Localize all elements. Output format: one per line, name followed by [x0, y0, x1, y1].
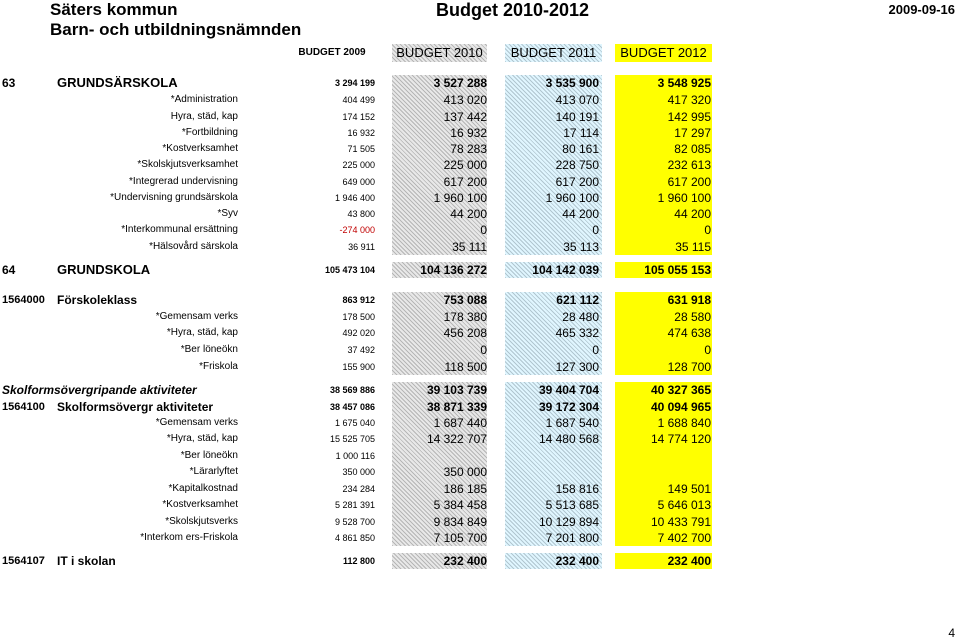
value-2009: 234 284	[342, 484, 375, 494]
value-2012: 105 055 153	[644, 263, 711, 277]
table-row	[0, 497, 959, 513]
org-name: Säters kommun	[50, 0, 178, 19]
line-item-label: *Administration	[170, 94, 238, 105]
value-2009: 404 499	[342, 95, 375, 105]
value-2009: 5 281 391	[334, 500, 375, 510]
value-2009: 225 000	[342, 160, 375, 170]
value-2010: 137 442	[443, 110, 487, 124]
value-2012: 35 115	[675, 240, 711, 254]
value-2010: 225 000	[443, 158, 487, 172]
value-2010: 1 687 440	[433, 416, 487, 430]
value-2011: 3 535 900	[545, 76, 599, 90]
value-2010: 16 932	[450, 126, 487, 140]
value-2011: 1 960 100	[545, 191, 599, 205]
value-2011: 17 114	[563, 126, 599, 140]
value-2012: 0	[704, 343, 711, 357]
col-header-2011: BUDGET 2011	[510, 45, 597, 60]
value-2012: 149 501	[667, 482, 711, 496]
account-code: 1564100	[2, 401, 45, 413]
value-2012: 10 433 791	[650, 515, 711, 529]
value-2009: 16 932	[347, 128, 375, 138]
table-row	[0, 530, 959, 546]
table-row	[0, 157, 959, 173]
page-number: 4	[948, 626, 955, 640]
value-2009: 37 492	[347, 345, 375, 355]
table-row	[0, 359, 959, 375]
table-row	[0, 382, 959, 398]
value-2009: 15 525 705	[329, 434, 375, 444]
col-header-2010: BUDGET 2010	[396, 45, 483, 60]
line-item-label: *Fortbildning	[181, 127, 238, 138]
table-row	[0, 325, 959, 341]
value-2012: 17 297	[674, 126, 711, 140]
value-2010: 118 500	[444, 360, 487, 374]
value-2010: 0	[480, 343, 487, 357]
value-2011: 35 113	[563, 240, 599, 254]
value-2010: 232 400	[443, 554, 487, 568]
value-2011: 232 400	[555, 554, 599, 568]
value-2010: 9 834 849	[433, 515, 487, 529]
report-date: 2009-09-16	[888, 2, 955, 17]
value-2009: -274 000	[339, 225, 375, 235]
value-2011: 10 129 894	[538, 515, 599, 529]
line-item-label: *Interkom ers-Friskola	[140, 532, 238, 543]
value-2011: 127 300	[555, 360, 599, 374]
value-2009: 178 500	[342, 312, 375, 322]
value-2010: 413 020	[443, 93, 487, 107]
value-2010: 456 208	[443, 326, 487, 340]
table-row	[0, 75, 959, 91]
line-item-label: *Undervisning grundsärskola	[110, 192, 238, 203]
line-item-label: *Ber löneökn	[180, 450, 238, 461]
value-2010: 186 185	[443, 482, 487, 496]
value-2012: 417 320	[667, 93, 711, 107]
line-item-label: *Hälsovård särskola	[149, 241, 238, 252]
value-2010: 753 088	[443, 293, 487, 307]
table-row	[0, 206, 959, 222]
value-2009: 1 000 116	[335, 451, 375, 461]
value-2010: 3 527 288	[433, 76, 487, 90]
value-2009: 3 294 199	[334, 78, 375, 88]
value-2010: 5 384 458	[433, 498, 487, 512]
value-2012: 40 094 965	[650, 400, 711, 414]
value-2009: 155 900	[342, 362, 375, 372]
section-name: Förskoleklass	[57, 293, 138, 307]
value-2010: 38 871 339	[426, 400, 487, 414]
value-2011: 14 480 568	[538, 432, 599, 446]
value-2009: 492 020	[342, 328, 375, 338]
table-row	[0, 292, 959, 308]
account-code: 1564107	[2, 555, 45, 567]
value-2011: 465 332	[555, 326, 599, 340]
value-2012: 0	[704, 223, 711, 237]
line-item-label: *Ber löneökn	[180, 344, 238, 355]
value-2012: 1 688 840	[657, 416, 711, 430]
value-2012: 232 400	[667, 554, 711, 568]
value-2010: 178 380	[443, 310, 487, 324]
value-2012: 82 085	[674, 142, 711, 156]
value-2009: 38 457 086	[329, 402, 375, 412]
account-code: 63	[2, 76, 16, 90]
table-row	[0, 553, 959, 569]
committee-name: Barn- och utbildningsnämnden	[50, 20, 302, 39]
line-item-label: *Hyra, städ, kap	[166, 433, 238, 444]
value-2009: 36 911	[348, 242, 375, 252]
col-header-2012: BUDGET 2012	[620, 45, 707, 60]
table-row	[0, 141, 959, 157]
value-2011: 39 404 704	[538, 383, 599, 397]
line-item-label: *Gemensam verks	[155, 311, 238, 322]
section-name: IT i skolan	[57, 554, 116, 568]
value-2009: 1 946 400	[334, 193, 375, 203]
table-row	[0, 342, 959, 358]
value-2012: 142 995	[667, 110, 711, 124]
table-row	[0, 399, 959, 415]
line-item-label: *Lärarlyftet	[189, 466, 238, 477]
table-row	[0, 92, 959, 108]
value-2009: 174 152	[342, 112, 375, 122]
section-name: Skolformsövergripande aktiviteter	[2, 383, 197, 397]
value-2012: 44 200	[674, 207, 711, 221]
value-2012: 14 774 120	[650, 432, 711, 446]
value-2010: 78 283	[450, 142, 487, 156]
line-item-label: *Hyra, städ, kap	[166, 327, 238, 338]
value-2012: 7 402 700	[657, 531, 711, 545]
table-row	[0, 222, 959, 238]
table-row	[0, 109, 959, 125]
value-2012: 3 548 925	[657, 76, 711, 90]
table-row	[0, 481, 959, 497]
value-2011: 80 161	[562, 142, 599, 156]
value-2009: 863 912	[342, 295, 375, 305]
value-2011: 621 112	[556, 293, 599, 307]
value-2011: 0	[592, 343, 599, 357]
value-2012: 617 200	[667, 175, 711, 189]
line-item-label: *Kostverksamhet	[162, 143, 238, 154]
value-2011: 104 142 039	[532, 263, 599, 277]
line-item-label: *Integrerad undervisning	[129, 176, 238, 187]
value-2009: 43 800	[347, 209, 375, 219]
value-2011: 228 750	[555, 158, 599, 172]
section-name: GRUNDSÄRSKOLA	[57, 75, 178, 90]
col-header-2009: BUDGET 2009	[298, 47, 366, 58]
value-2011: 140 191	[555, 110, 599, 124]
value-2012: 474 638	[667, 326, 711, 340]
value-2011: 7 201 800	[545, 531, 599, 545]
line-item-label: *Kostverksamhet	[162, 499, 238, 510]
section-name: GRUNDSKOLA	[57, 262, 151, 277]
value-2012: 128 700	[667, 360, 711, 374]
line-item-label: *Skolskjutsverks	[165, 516, 238, 527]
value-2011: 413 070	[555, 93, 599, 107]
value-2009: 105 473 104	[324, 265, 375, 275]
value-2010: 39 103 739	[426, 383, 487, 397]
table-row	[0, 262, 959, 278]
value-2010: 0	[480, 223, 487, 237]
value-2011: 44 200	[562, 207, 599, 221]
table-row	[0, 448, 959, 464]
account-code: 64	[2, 263, 16, 277]
line-item-label: *Kapitalkostnad	[168, 483, 238, 494]
table-row	[0, 239, 959, 255]
value-2012: 232 613	[667, 158, 711, 172]
value-2010: 1 960 100	[433, 191, 487, 205]
value-2011: 1 687 540	[545, 416, 599, 430]
table-row	[0, 125, 959, 141]
value-2011: 617 200	[555, 175, 599, 189]
value-2010: 104 136 272	[420, 263, 487, 277]
table-row	[0, 309, 959, 325]
value-2009: 649 000	[342, 177, 375, 187]
value-2011: 0	[592, 223, 599, 237]
value-2010: 617 200	[443, 175, 487, 189]
value-2009: 112 800	[342, 556, 375, 566]
value-2009: 9 528 700	[334, 517, 375, 527]
table-row	[0, 514, 959, 530]
value-2010: 35 111	[452, 240, 487, 254]
value-2010: 44 200	[450, 207, 487, 221]
value-2009: 71 505	[347, 144, 375, 154]
page-title: Budget 2010-2012	[436, 0, 590, 20]
value-2010: 14 322 707	[426, 432, 487, 446]
value-2011: 158 816	[555, 482, 599, 496]
value-2012: 28 580	[674, 310, 711, 324]
line-item-label: *Interkommunal ersättning	[121, 224, 238, 235]
value-2009: 38 569 886	[329, 385, 375, 395]
account-code: 1564000	[2, 294, 45, 306]
line-item-label: *Skolskjutsverksamhet	[137, 159, 238, 170]
value-2009: 1 675 040	[334, 418, 375, 428]
value-2009: 4 861 850	[334, 533, 375, 543]
table-row	[0, 174, 959, 190]
value-2012: 5 646 013	[657, 498, 711, 512]
value-2009: 350 000	[342, 467, 375, 477]
value-2010: 7 105 700	[433, 531, 487, 545]
value-2011: 5 513 685	[545, 498, 599, 512]
section-name: Skolformsövergr aktiviteter	[57, 400, 214, 414]
line-item-label: Hyra, städ, kap	[170, 111, 238, 122]
value-2011: 28 480	[562, 310, 599, 324]
line-item-label: *Gemensam verks	[155, 417, 238, 428]
value-2010: 350 000	[443, 465, 487, 479]
table-row	[0, 431, 959, 447]
value-2011: 39 172 304	[538, 400, 599, 414]
line-item-label: *Friskola	[199, 361, 238, 372]
table-row	[0, 464, 959, 480]
line-item-label: *Syv	[217, 208, 238, 219]
table-row	[0, 415, 959, 431]
value-2012: 40 327 365	[650, 383, 711, 397]
table-row	[0, 190, 959, 206]
value-2012: 631 918	[667, 293, 711, 307]
value-2012: 1 960 100	[657, 191, 711, 205]
